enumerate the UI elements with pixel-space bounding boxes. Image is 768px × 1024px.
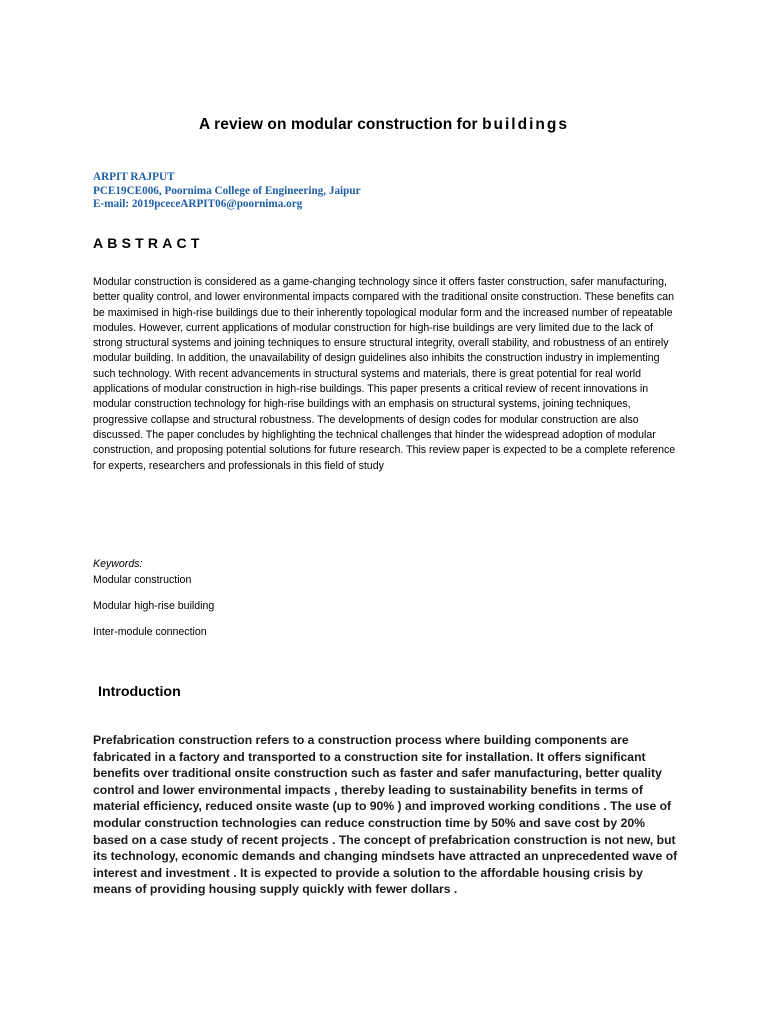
introduction-heading: Introduction [98, 684, 181, 700]
introduction-text: Prefabrication construction refers to a construction process where building components are fabricated in a factory and transported to a construction site for installation. It offers significant benefits over traditional onsite construction such as faster and safer manufacturing, better quality control and lower environmental impacts , thereby leading to sustainability benefits in terms of material efficiency, reduced onsite waste (up to 90% ) and improved working conditions . The use of modular construction technologies can reduce construction time by 50% and save cost by 20% based on a case study of recent projects . The concept of prefabrication construction is not new, but its technology, economic demands and changing mindsets have attracted an unprecedented wave of interest and investment . It is expected to provide a solution to the affordable housing crisis by means of providing housing supply quickly with fewer dollars . [93, 733, 678, 897]
keyword-item: Modular high-rise building [93, 600, 215, 612]
keyword-item: Modular construction [93, 574, 192, 586]
abstract-text: Modular construction is considered as a game-changing technology since it offers faster construction, safer manufacturing, better quality control, and lower environmental impacts compared with the traditional onsite construction. These benefits can be maximised in high-rise buildings due to their inherently topological modular form and the increased number of repeatable modules. However, current applications of modular construction for high-rise buildings are very limited due to the lack of strong structural systems and joining techniques to ensure structural integrity, overall stability, and robustness of an entirely modular building. In addition, the unavailability of design guidelines also inhibits the construction industry in implementing such technology. With recent advancements in structural systems and materials, there is great potential for real world applications of modular construction in high-rise buildings. This paper presents a critical review of recent innovations in modular construction technology for high-rise buildings with an emphasis on structural systems, joining techniques, progressive collapse and structural robustness. The developments of design codes for modular construction are also discussed. The paper concludes by highlighting the technical challenges that hinder the widespread adoption of modular construction, and proposing potential solutions for future research. This review paper is expected to be a complete reference for experts, researchers and professionals in this field of study [93, 276, 676, 472]
author-affiliation: PCE19CE006, Poornima College of Engineering, Jaipur [93, 184, 361, 197]
paper-title [0, 116, 768, 134]
keywords-label: Keywords: [93, 558, 143, 570]
author-name: ARPIT RAJPUT [93, 171, 175, 183]
title-main-text: A review on modular construction for [199, 116, 483, 133]
author-email: E-mail: 2019pceceARPIT06@poornima.org [93, 198, 303, 210]
abstract-heading: ABSTRACT [93, 235, 204, 251]
keyword-item: Inter-module connection [93, 626, 207, 638]
title-last-word: buildings [482, 116, 569, 133]
author-block [93, 171, 361, 212]
